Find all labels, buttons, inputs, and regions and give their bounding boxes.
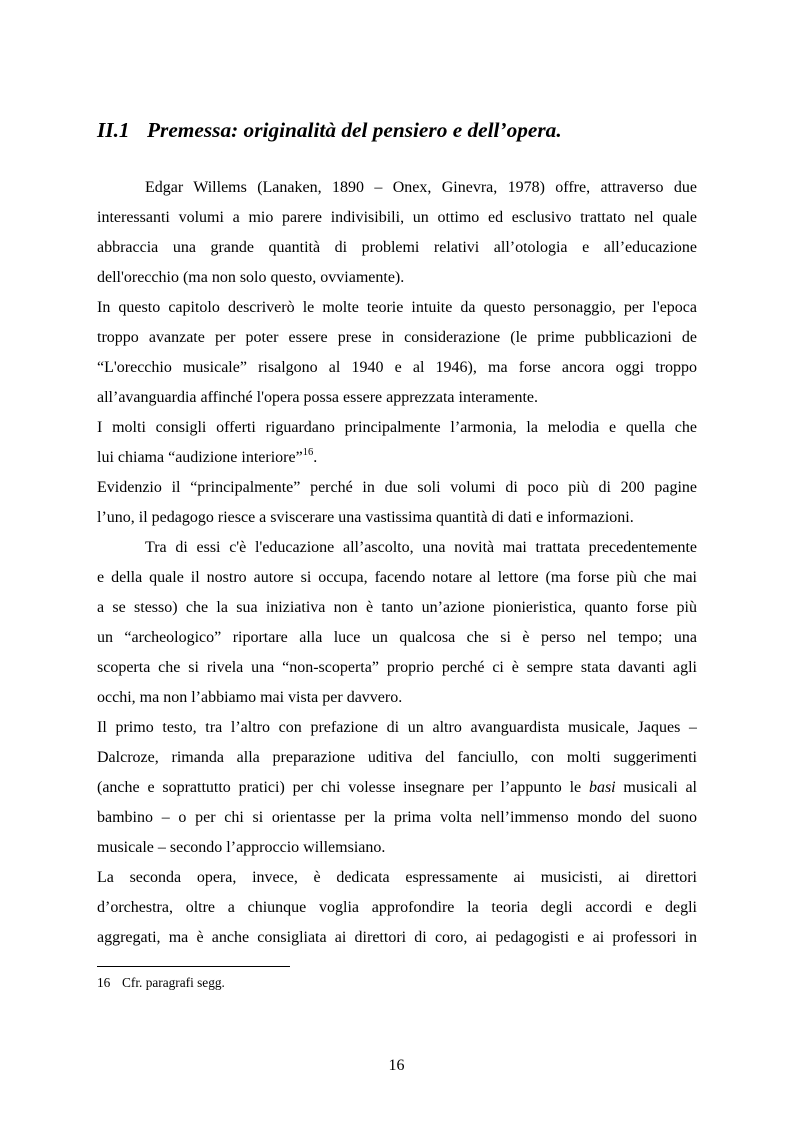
- text-line: scoperta che si rivela una “non-scoperta” proprio perché ci è sempre stata davanti agli: [97, 659, 697, 676]
- text-line: d’orchestra, oltre a chiunque voglia approfondire la teoria degli accordi e degli: [97, 899, 697, 916]
- text-line: a se stesso) che la sua iniziativa non è tanto un’azione pionieristica, quanto forse più: [97, 599, 697, 616]
- paragraph: [97, 863, 697, 953]
- text-line: Il primo testo, tra l’altro con prefazione di un altro avanguardista musicale, Jaques –: [97, 719, 697, 736]
- body-text: [97, 173, 697, 953]
- section-heading: [97, 115, 562, 145]
- paragraph: [97, 173, 697, 293]
- text-line: dell'orecchio (ma non solo questo, ovviamente).: [97, 269, 405, 286]
- paragraph: [97, 713, 697, 863]
- text-line: aggregati, ma è anche consigliata ai direttori di coro, ai pedagogisti e ai professori in: [97, 929, 697, 946]
- text-line: Dalcroze, rimanda alla preparazione uditiva del fanciullo, con molti suggerimenti: [97, 749, 697, 766]
- section-title: Premessa: originalità del pensiero e dell’opera.: [147, 118, 562, 142]
- text-line: interessanti volumi a mio parere indivisibili, un ottimo ed esclusivo trattato nel quale: [97, 209, 697, 226]
- text-line: La seconda opera, invece, è dedicata espressamente ai musicisti, ai direttori: [97, 869, 697, 886]
- text-line: all’avanguardia affinché l'opera possa essere apprezzata interamente.: [97, 389, 539, 406]
- paragraph: [97, 473, 697, 533]
- text-segment: lui chiama “audizione interiore”: [97, 449, 303, 466]
- section-number: II.1: [97, 118, 130, 142]
- text-line: un “archeologico” riportare alla luce un qualcosa che si è perso nel tempo; una: [97, 629, 697, 646]
- text-line: [97, 443, 697, 473]
- text-line: “L'orecchio musicale” risalgono al 1940 e al 1946), ma forse ancora oggi troppo: [97, 359, 697, 376]
- text-line: Tra di essi c'è l'educazione all’ascolto, una novità mai trattata precedentemente: [145, 539, 697, 556]
- page-number: 16: [388, 1057, 405, 1074]
- text-line: [97, 773, 697, 803]
- paragraph: [97, 293, 697, 413]
- text-line: l’uno, il pedagogo riesce a sviscerare una vastissima quantità di dati e informazioni.: [97, 509, 634, 526]
- text-line: In questo capitolo descriverò le molte teorie intuite da questo personaggio, per l'epoca: [97, 299, 697, 316]
- text-line: I molti consigli offerti riguardano principalmente l’armonia, la melodia e quella che: [97, 419, 697, 436]
- text-line: e della quale il nostro autore si occupa, facendo notare al lettore (ma forse più che mai: [97, 569, 697, 586]
- text-line: bambino – o per chi si orientasse per la prima volta nell’immenso mondo del suono: [97, 809, 697, 826]
- footnote-number: 16: [97, 975, 111, 990]
- text-segment: .: [313, 449, 318, 466]
- emphasis: basi: [588, 779, 616, 796]
- text-line: occhi, ma non l’abbiamo mai vista per davvero.: [97, 689, 403, 706]
- paragraph: [97, 413, 697, 473]
- text-line: Edgar Willems (Lanaken, 1890 – Onex, Ginevra, 1978) offre, attraverso due: [145, 179, 697, 196]
- text-line: troppo avanzate per poter essere prese in considerazione (le prime pubblicazioni de: [97, 329, 697, 346]
- text-line: abbraccia una grande quantità di problemi relativi all’otologia e all’educazione: [97, 239, 697, 256]
- paragraph: [97, 533, 697, 713]
- text-line: Evidenzio il “principalmente” perché in due soli volumi di poco più di 200 pagine: [97, 479, 697, 496]
- text-segment: musicali al: [615, 779, 697, 796]
- text-segment: (anche e soprattutto pratici) per chi volesse insegnare per l’appunto le: [97, 779, 589, 796]
- footnote-separator: [97, 966, 290, 967]
- footnote: [97, 975, 697, 991]
- footnote-ref: 16: [302, 447, 314, 458]
- footnote-text: Cfr. paragrafi segg.: [122, 975, 225, 990]
- text-line: musicale – secondo l’approccio willemsiano.: [97, 839, 386, 856]
